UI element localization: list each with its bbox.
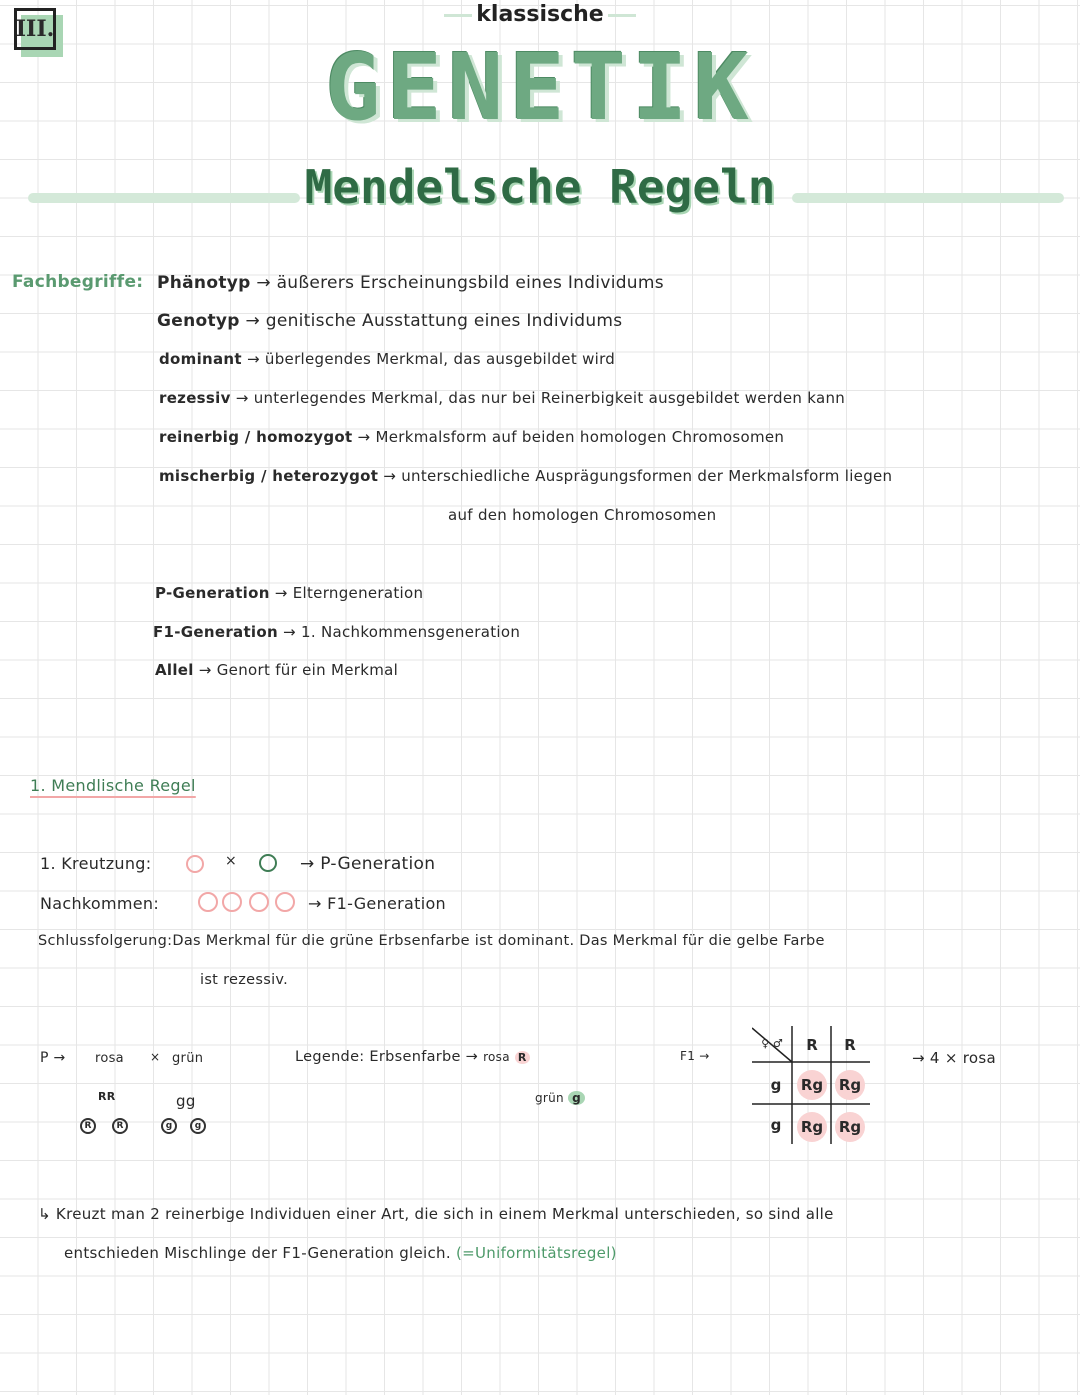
offspring-circle — [222, 892, 242, 912]
rule1-heading: 1. Mendlische Regel — [30, 776, 196, 795]
conclusion: Schlussfolgerung:Das Merkmal für die grüne Erbsenfarbe ist dominant. Das Merkmal für die gelbe Farbe — [38, 933, 825, 949]
rule-name: (=Uniformitätsregel) — [456, 1244, 617, 1262]
cross-label: 1. Kreutzung: — [40, 854, 152, 873]
punnett-corner: ♀ ♂ — [761, 1036, 783, 1050]
page-title: GENETIK — [325, 34, 755, 141]
parent2: grün — [172, 1051, 204, 1066]
punnett-result: → 4 × rosa — [912, 1049, 997, 1067]
gamete: g — [190, 1118, 206, 1134]
f1-label: F1 → — [680, 1049, 710, 1063]
section-number-badge: III. — [14, 8, 56, 50]
punnett-cell: Rg — [794, 1110, 830, 1144]
term-row: Genotyp → genitische Ausstattung eines Individums — [157, 311, 623, 331]
cross-result: → P-Generation — [300, 854, 436, 874]
punnett-col-header: R — [806, 1036, 818, 1054]
generation-row: P-Generation → Elterngeneration — [155, 584, 424, 602]
gamete: R — [112, 1118, 128, 1134]
term-row: reinerbig / homozygot → Merkmalsform auf beiden homologen Chromosomen — [159, 428, 785, 446]
subtitle: klassische — [0, 2, 1080, 27]
legend-green: grün g — [535, 1091, 585, 1105]
term-row: dominant → überlegendes Merkmal, das ausgebildet wird — [159, 350, 616, 368]
punnett-cell: Rg — [832, 1068, 868, 1102]
punnett-row-header: g — [770, 1076, 782, 1094]
green-pea-circle — [259, 854, 277, 872]
generation-row: Allel → Genort für ein Merkmal — [155, 661, 399, 679]
conclusion-continuation: ist rezessiv. — [200, 972, 289, 988]
pink-pea-circle — [186, 855, 204, 873]
offspring-result: → F1-Generation — [308, 894, 446, 913]
scheme-cross: × — [150, 1050, 161, 1064]
offspring-circle — [275, 892, 295, 912]
gamete: R — [80, 1118, 96, 1134]
cross-symbol: × — [225, 853, 238, 869]
offspring-circle — [198, 892, 218, 912]
term-row: rezessiv → unterlegendes Merkmal, das nur bei Reinerbigkeit ausgebildet werden kann — [159, 389, 846, 407]
gamete: g — [161, 1118, 177, 1134]
term-continuation: auf den homologen Chromosomen — [448, 506, 717, 524]
legend: Legende: Erbsenfarbe → rosa R — [295, 1049, 530, 1065]
genotype2: gg — [176, 1092, 196, 1110]
section-title: Mendelsche Regeln — [304, 160, 776, 214]
summary-line: ↳ Kreuzt man 2 reinerbige Individuen einer Art, die sich in einem Merkmal unterschieden, so sind alle — [38, 1205, 834, 1223]
parent1: rosa — [95, 1051, 124, 1066]
offspring-label: Nachkommen: — [40, 894, 160, 913]
generation-row: F1-Generation → 1. Nachkommensgeneration — [153, 623, 521, 641]
summary-line: entschieden Mischlinge der F1-Generation gleich. (=Uniformitätsregel) — [64, 1244, 617, 1262]
punnett-cell: Rg — [794, 1068, 830, 1102]
punnett-cell: Rg — [832, 1110, 868, 1144]
punnett-row-header: g — [770, 1116, 782, 1134]
offspring-circle — [249, 892, 269, 912]
term-row: mischerbig / heterozygot → unterschiedliche Ausprägungsformen der Merkmalsform liegen — [159, 467, 893, 485]
punnett-col-header: R — [844, 1036, 856, 1054]
terms-label: Fachbegriffe: — [12, 272, 144, 292]
p-label: P → — [40, 1050, 66, 1066]
genotype1: RR — [98, 1090, 116, 1103]
term-row: Phänotyp → äußerers Erscheinungsbild eines Individums — [157, 273, 664, 293]
